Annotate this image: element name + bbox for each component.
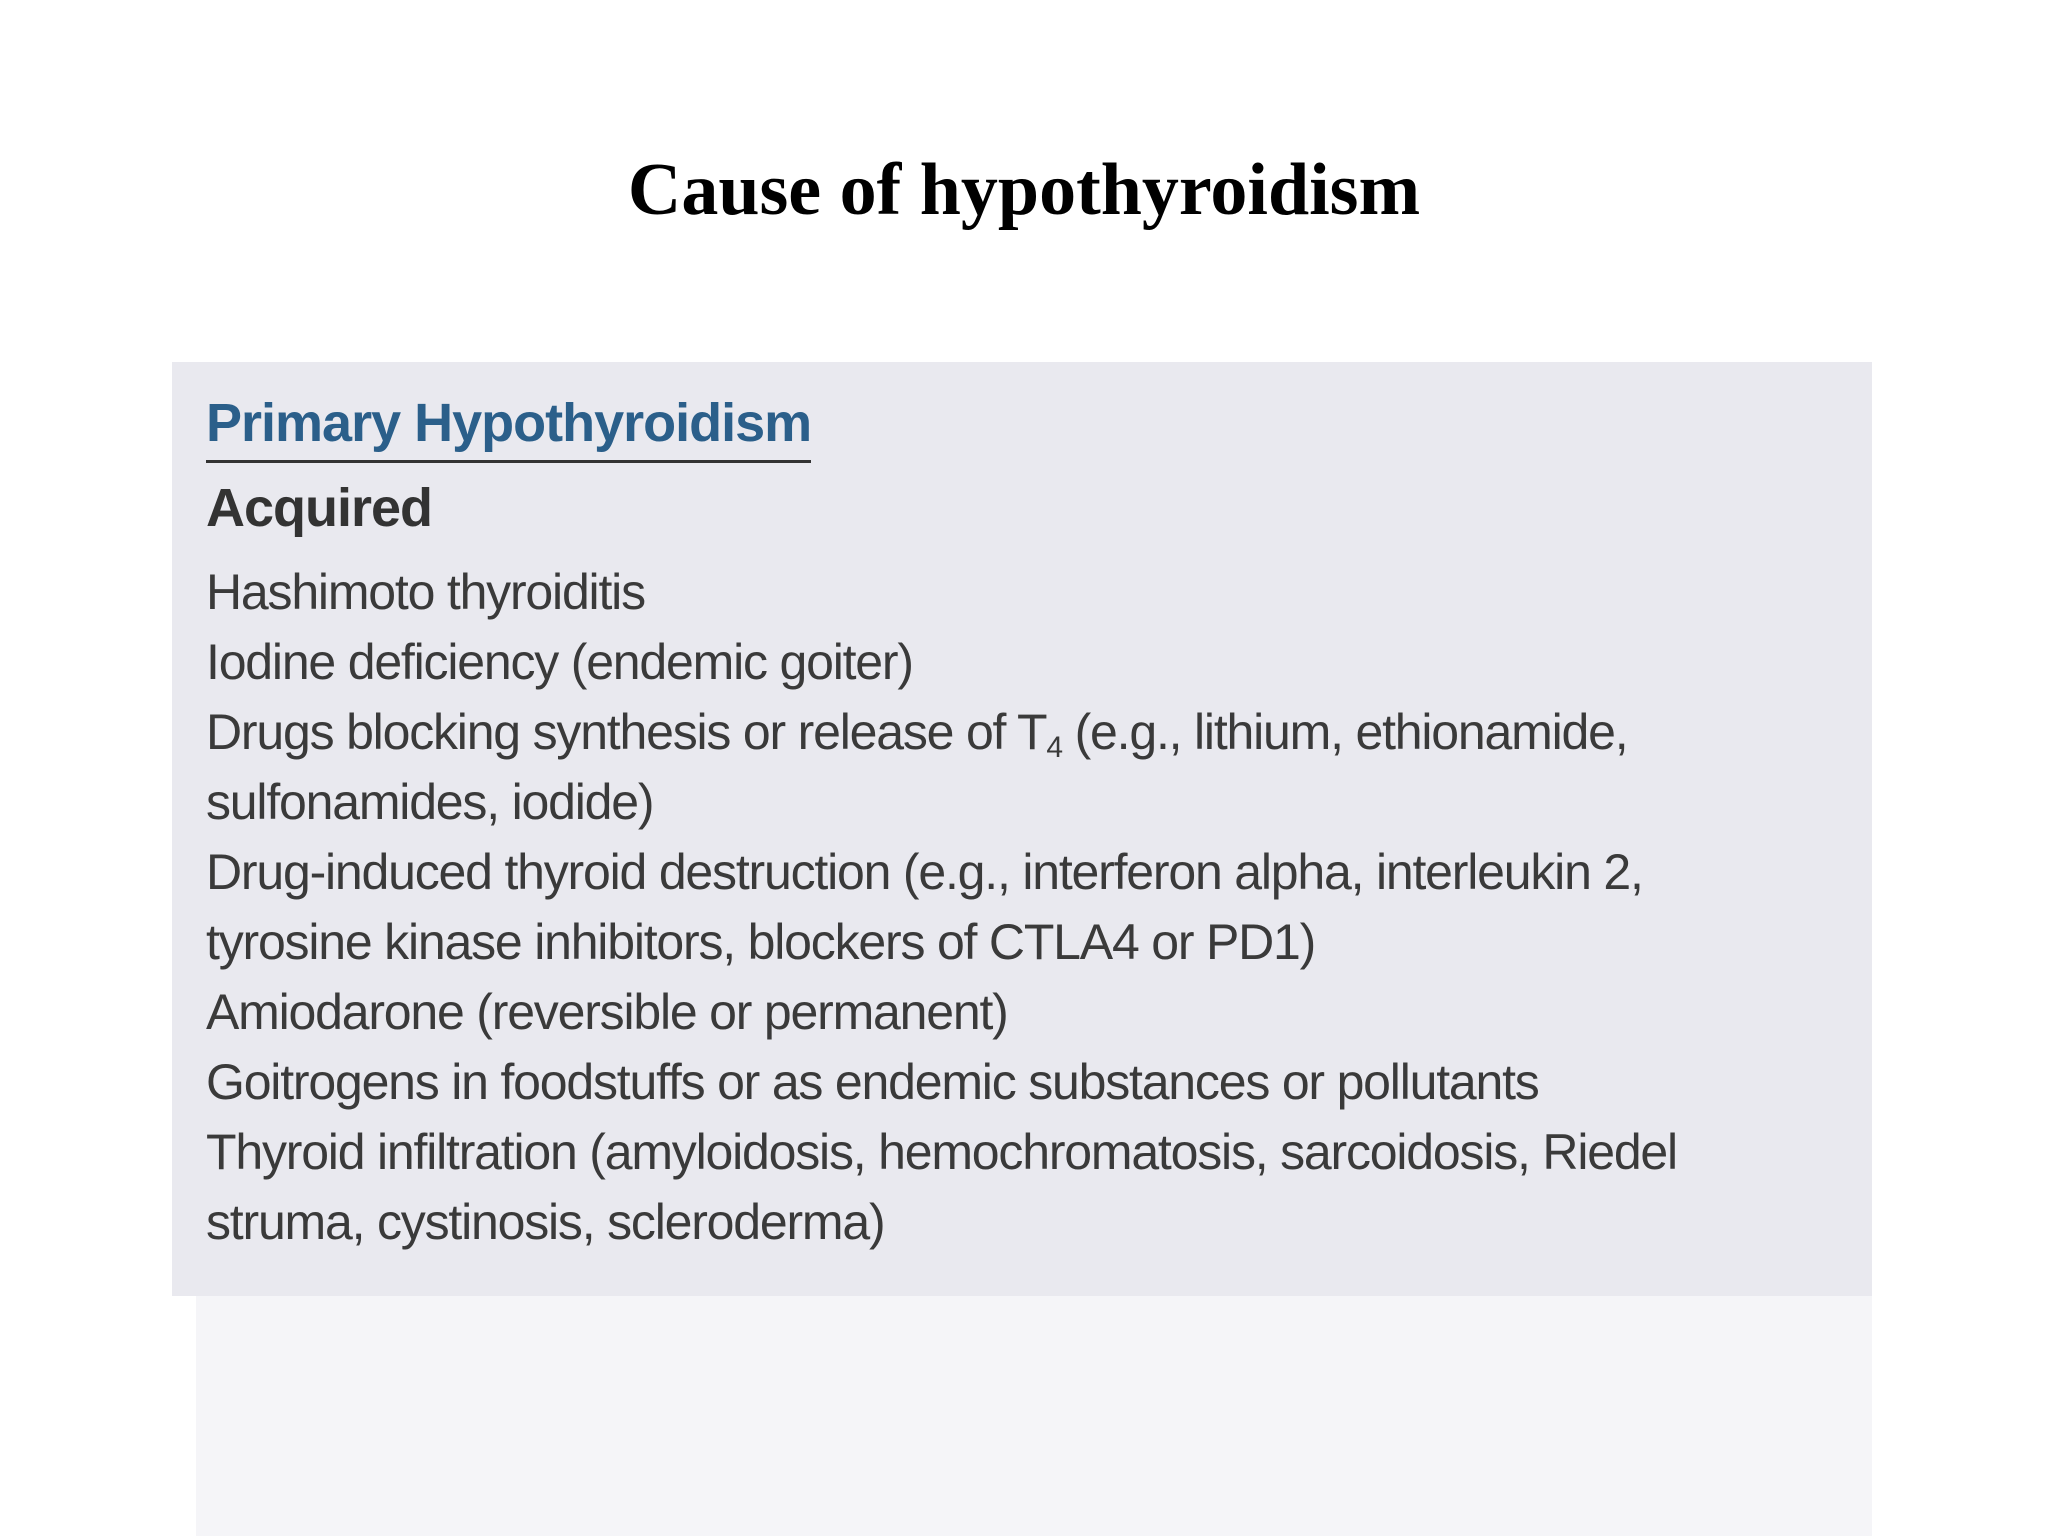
slide-title: Cause of hypothyroidism xyxy=(627,149,1421,231)
subsection-heading: Acquired xyxy=(206,478,433,538)
list-item xyxy=(206,627,1838,697)
list-item xyxy=(206,837,1838,977)
list-item xyxy=(206,697,1838,837)
item-continuation: sulfonamides, iodide) xyxy=(206,774,654,830)
item-text: Drugs blocking synthesis or release of T xyxy=(206,704,1047,760)
list-item xyxy=(206,1047,1838,1117)
item-text-continued: (e.g., lithium, ethionamide, xyxy=(1061,704,1628,760)
item-text: Iodine deficiency (endemic goiter) xyxy=(206,634,913,690)
list-item xyxy=(206,977,1838,1047)
item-text: Amiodarone (reversible or permanent) xyxy=(206,984,1008,1040)
item-text: Thyroid infiltration (amyloidosis, hemochromatosis, sarcoidosis, Riedel xyxy=(206,1124,1677,1180)
list-item xyxy=(206,1117,1838,1257)
section-heading: Primary Hypothyroidism xyxy=(206,392,811,463)
item-text: Hashimoto thyroiditis xyxy=(206,564,645,620)
item-text: Drug-induced thyroid destruction (e.g., interferon alpha, interleukin 2, xyxy=(206,844,1643,900)
faded-background xyxy=(196,1296,1872,1536)
item-continuation: tyrosine kinase inhibitors, blockers of CTLA4 or PD1) xyxy=(206,914,1316,970)
cause-list xyxy=(206,557,1838,1257)
item-text: Goitrogens in foodstuffs or as endemic substances or pollutants xyxy=(206,1054,1539,1110)
causes-table xyxy=(172,362,1872,1296)
item-continuation: struma, cystinosis, scleroderma) xyxy=(206,1194,885,1250)
list-item xyxy=(206,557,1838,627)
item-subscript: 4 xyxy=(1046,731,1062,764)
